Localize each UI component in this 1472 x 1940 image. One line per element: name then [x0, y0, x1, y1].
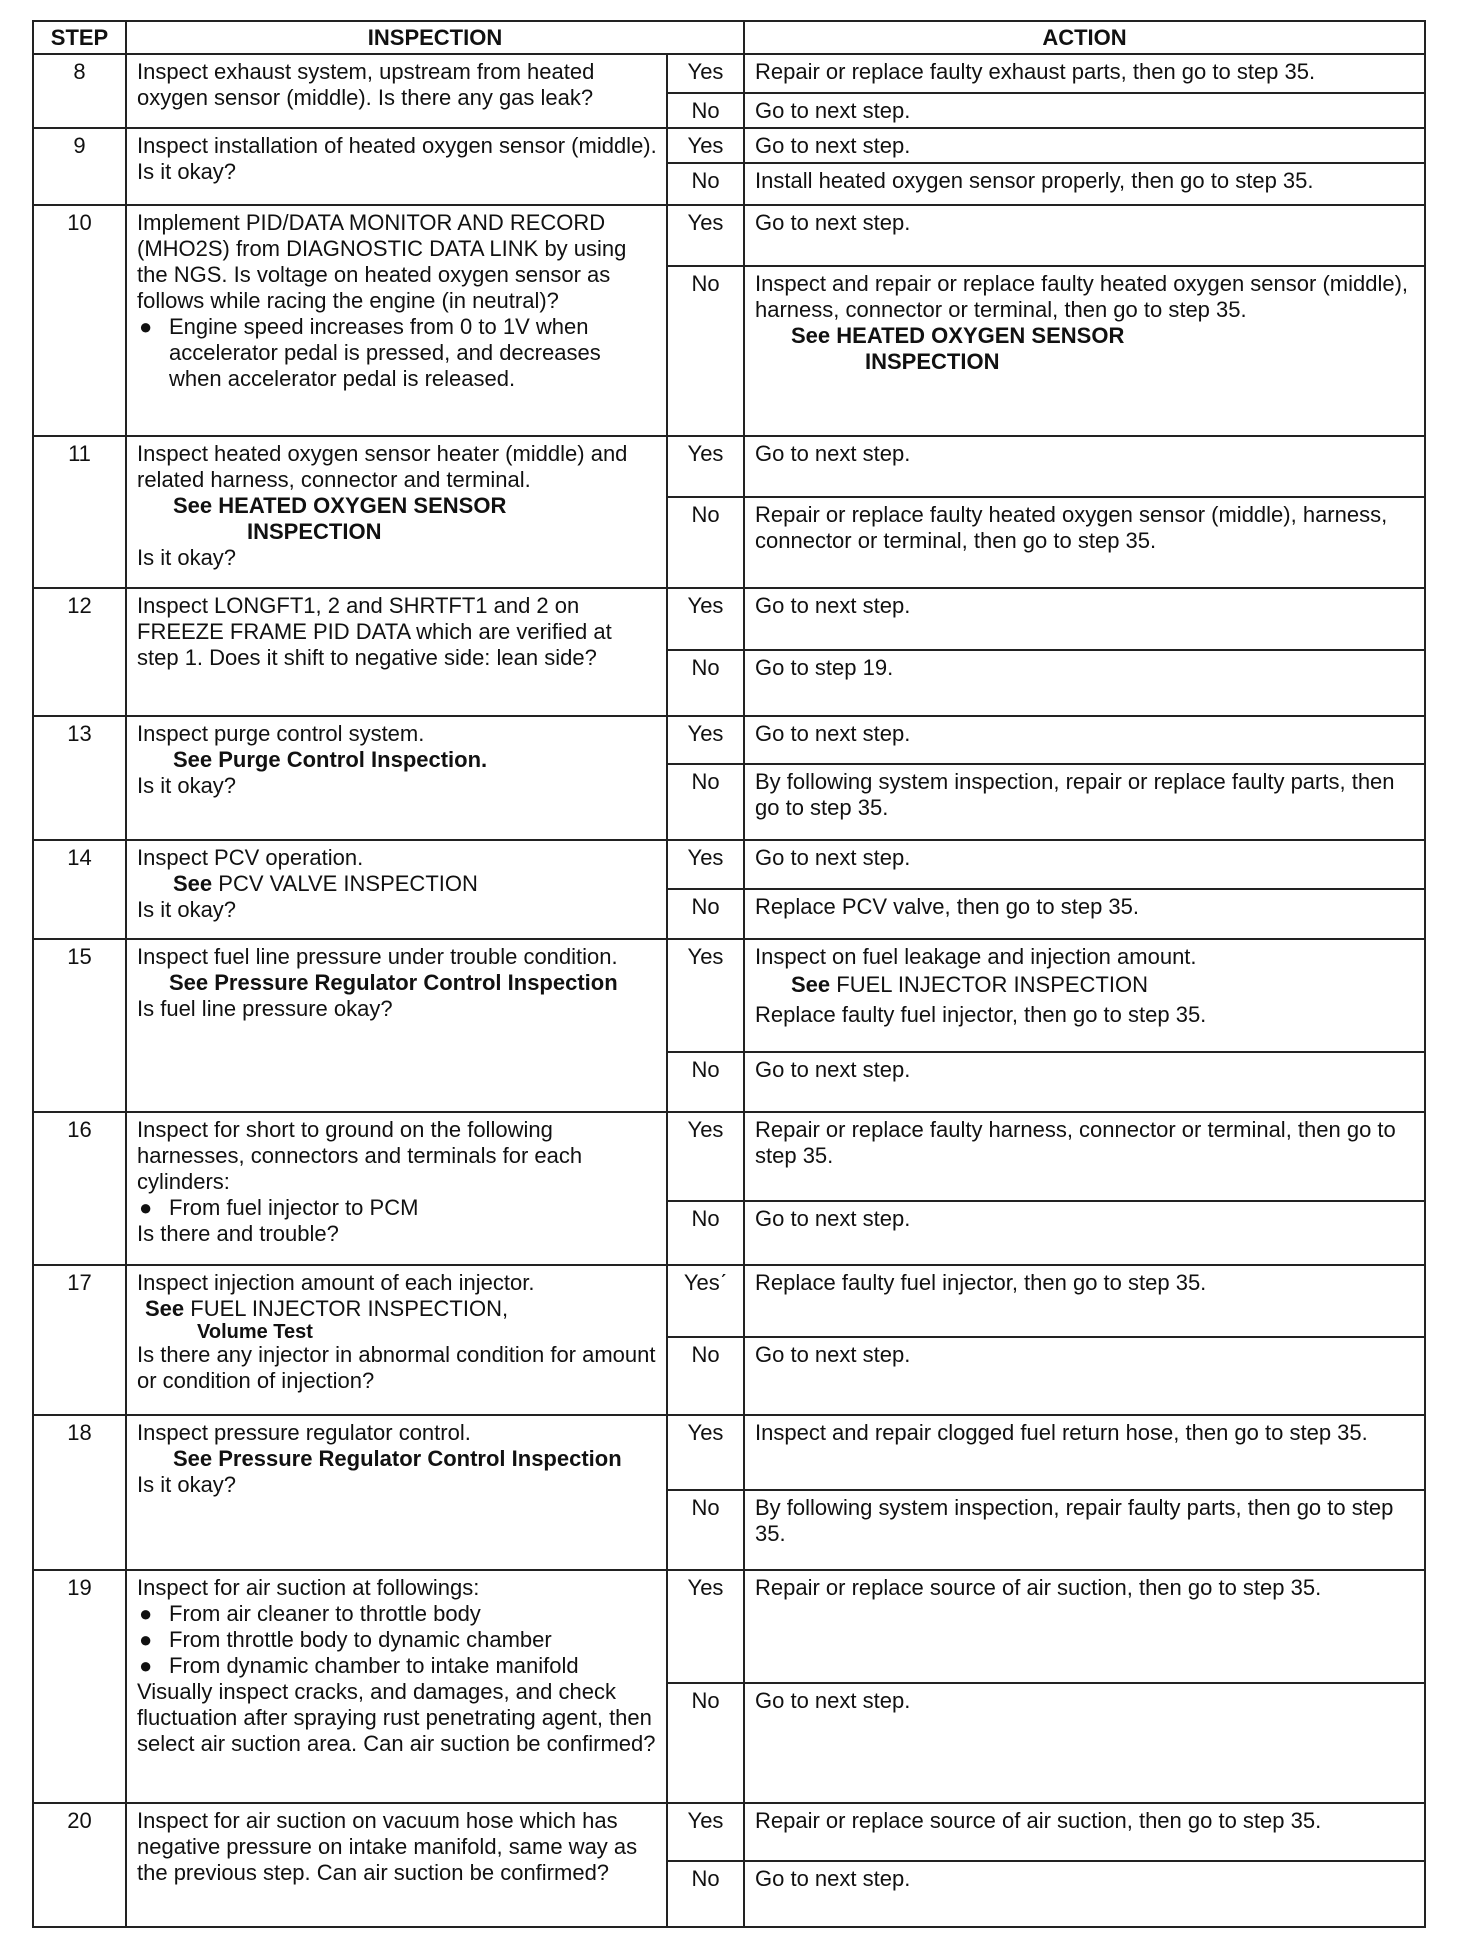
- no-action: By following system inspection, repair faulty parts, then go to step 35.: [744, 1490, 1425, 1570]
- table-row: [33, 840, 1425, 890]
- reference-link: See PCV VALVE INSPECTION: [173, 870, 478, 896]
- no-action: Inspect and repair or replace faulty heated oxygen sensor (middle), harness, connector or terminal, then go to step 35.: [755, 271, 1409, 323]
- reference-link: See Pressure Regulator Control Inspection: [169, 969, 618, 995]
- inspection-question: Is it okay?: [137, 1472, 237, 1498]
- inspection-text: Inspect pressure regulator control.: [137, 1420, 471, 1446]
- diagnostic-table: [32, 20, 1426, 1928]
- inspection-text: Inspect PCV operation.: [137, 844, 364, 870]
- no-label: No: [667, 93, 744, 128]
- no-label: No: [667, 650, 744, 716]
- yes-action-followup: Replace faulty fuel injector, then go to step 35.: [755, 1001, 1207, 1027]
- table-row: [33, 1415, 1425, 1489]
- no-label: No: [667, 764, 744, 840]
- inspection-cell: [126, 1803, 667, 1927]
- no-label: No: [667, 266, 744, 435]
- inspection-text: Inspect LONGFT1, 2 and SHRTFT1 and 2 on FREEZE FRAME PID DATA which are verified at step 1. Does it shift to negative side: lean side?: [137, 593, 612, 671]
- yes-label: Yes: [667, 205, 744, 267]
- reference-link-cont: INSPECTION: [865, 349, 1000, 375]
- step-number: 19: [33, 1570, 126, 1803]
- inspection-cell: [126, 128, 667, 204]
- no-label: No: [667, 1052, 744, 1112]
- inspection-text: Inspect for air suction at followings:: [137, 1574, 480, 1600]
- inspection-text: Inspect for short to ground on the following harnesses, connectors and terminals for each cylinders:: [137, 1117, 583, 1195]
- inspection-cell: [126, 588, 667, 716]
- header-inspection: INSPECTION: [126, 21, 744, 54]
- table-row: [33, 436, 1425, 498]
- yes-label: Yes: [667, 840, 744, 890]
- step-number: 18: [33, 1415, 126, 1570]
- inspection-question: Is there any injector in abnormal condition for amount or condition of injection?: [137, 1341, 656, 1393]
- no-action-cell: [744, 266, 1425, 435]
- no-action: By following system inspection, repair or replace faulty parts, then go to step 35.: [744, 764, 1425, 840]
- inspection-cell: [126, 716, 667, 840]
- yes-label: Yes: [667, 716, 744, 763]
- inspection-cell: [126, 840, 667, 939]
- inspection-text: Inspect for air suction on vacuum hose which has negative pressure on intake manifold, same way as the previous step. Can air suction be confirmed?: [137, 1808, 638, 1886]
- yes-label: Yes: [667, 54, 744, 93]
- step-number: 14: [33, 840, 126, 939]
- yes-label: Yes: [667, 1570, 744, 1683]
- bullet-icon: ●: [139, 1195, 153, 1221]
- yes-action: Go to next step.: [744, 588, 1425, 650]
- header-row: [33, 21, 1425, 54]
- yes-action: Go to next step.: [744, 205, 1425, 267]
- inspection-text: Inspect fuel line pressure under trouble condition.: [137, 943, 618, 969]
- inspection-text: Inspect installation of heated oxygen sensor (middle). Is it okay?: [137, 133, 657, 185]
- reference-link: See Purge Control Inspection.: [173, 747, 488, 773]
- reference-link: See HEATED OXYGEN SENSOR: [173, 492, 507, 518]
- step-number: 13: [33, 716, 126, 840]
- reference-link-cont: Volume Test: [197, 1320, 313, 1343]
- bullet-item: ● From throttle body to dynamic chamber: [139, 1626, 552, 1652]
- inspection-question: Is it okay?: [137, 544, 237, 570]
- bullet-item: ● From air cleaner to throttle body: [139, 1600, 481, 1626]
- reference-link-cont: INSPECTION: [247, 518, 382, 544]
- inspection-cell: [126, 939, 667, 1112]
- header-step: STEP: [33, 21, 126, 54]
- yes-label: Yes: [667, 128, 744, 163]
- no-label: No: [667, 1490, 744, 1570]
- bullet-icon: ●: [139, 1652, 153, 1678]
- no-action: Go to step 19.: [744, 650, 1425, 716]
- no-action: Repair or replace faulty heated oxygen sensor (middle), harness, connector or terminal, then go to step 35.: [744, 497, 1425, 588]
- step-number: 11: [33, 436, 126, 589]
- inspection-cell: [126, 436, 667, 589]
- yes-action: Replace faulty fuel injector, then go to step 35.: [744, 1265, 1425, 1337]
- no-action: Install heated oxygen sensor properly, then go to step 35.: [744, 163, 1425, 204]
- table-row: [33, 1803, 1425, 1861]
- yes-action: Repair or replace source of air suction, then go to step 35.: [744, 1803, 1425, 1861]
- no-label: No: [667, 497, 744, 588]
- bullet-item: ● From dynamic chamber to intake manifold: [139, 1652, 579, 1678]
- step-number: 12: [33, 588, 126, 716]
- table-row: [33, 1265, 1425, 1337]
- no-label: No: [667, 1201, 744, 1265]
- inspection-question: Is there and trouble?: [137, 1221, 339, 1247]
- inspection-text: Inspect exhaust system, upstream from heated oxygen sensor (middle). Is there any gas leak?: [137, 59, 595, 110]
- yes-label: Yes: [667, 436, 744, 498]
- table-row: [33, 1112, 1425, 1201]
- yes-action: Go to next step.: [744, 436, 1425, 498]
- inspection-question: Is fuel line pressure okay?: [137, 995, 393, 1021]
- no-action: Go to next step.: [744, 1052, 1425, 1112]
- inspection-question: Visually inspect cracks, and damages, and check fluctuation after spraying rust penetrating agent, then select air suction area. Can air suction be confirmed?: [137, 1678, 656, 1756]
- inspection-cell: [126, 1415, 667, 1570]
- yes-action: Inspect on fuel leakage and injection amount.: [755, 943, 1197, 969]
- step-number: 17: [33, 1265, 126, 1416]
- yes-action: Inspect and repair clogged fuel return hose, then go to step 35.: [744, 1415, 1425, 1489]
- yes-label: Yesˊ: [667, 1265, 744, 1337]
- table-row: [33, 54, 1425, 93]
- step-number: 20: [33, 1803, 126, 1927]
- table-row: [33, 939, 1425, 1052]
- inspection-text: Implement PID/DATA MONITOR AND RECORD (MHO2S) from DIAGNOSTIC DATA LINK by using the NGS. Is voltage on heated oxygen sensor as follows while racing the engine (in neutral)?: [137, 209, 627, 313]
- yes-action: Go to next step.: [744, 716, 1425, 763]
- no-action: Go to next step.: [744, 93, 1425, 128]
- table-row: [33, 1570, 1425, 1683]
- no-action: Go to next step.: [744, 1683, 1425, 1803]
- no-action: Go to next step.: [744, 1201, 1425, 1265]
- bullet-item: ● Engine speed increases from 0 to 1V when accelerator pedal is pressed, and decreases when accelerator pedal is released.: [139, 313, 601, 391]
- no-label: No: [667, 163, 744, 204]
- inspection-cell: [126, 1570, 667, 1803]
- yes-action-cell: [744, 939, 1425, 1052]
- reference-link: See FUEL INJECTOR INSPECTION: [791, 971, 1148, 997]
- no-action: Replace PCV valve, then go to step 35.: [744, 889, 1425, 939]
- no-label: No: [667, 1861, 744, 1927]
- inspection-cell: [126, 54, 667, 128]
- step-number: 10: [33, 205, 126, 436]
- yes-label: Yes: [667, 1415, 744, 1489]
- table-row: [33, 128, 1425, 163]
- inspection-question: Is it okay?: [137, 773, 237, 799]
- yes-label: Yes: [667, 588, 744, 650]
- inspection-text: Inspect heated oxygen sensor heater (middle) and related harness, connector and terminal.: [137, 440, 628, 492]
- bullet-icon: ●: [139, 1626, 153, 1652]
- bullet-icon: ●: [139, 313, 153, 339]
- yes-action: Repair or replace source of air suction, then go to step 35.: [744, 1570, 1425, 1683]
- yes-label: Yes: [667, 1112, 744, 1201]
- no-action: Go to next step.: [744, 1861, 1425, 1927]
- inspection-question: Is it okay?: [137, 896, 237, 922]
- inspection-text: Inspect injection amount of each injector.: [137, 1269, 535, 1295]
- inspection-text: Inspect purge control system.: [137, 721, 425, 747]
- table-row: [33, 205, 1425, 267]
- header-action: ACTION: [744, 21, 1425, 54]
- yes-action: Repair or replace faulty harness, connector or terminal, then go to step 35.: [744, 1112, 1425, 1201]
- reference-link: See HEATED OXYGEN SENSOR: [791, 323, 1125, 349]
- step-number: 16: [33, 1112, 126, 1265]
- yes-action: Repair or replace faulty exhaust parts, then go to step 35.: [744, 54, 1425, 93]
- table-row: [33, 588, 1425, 650]
- yes-label: Yes: [667, 939, 744, 1052]
- inspection-cell: [126, 1265, 667, 1416]
- step-number: 15: [33, 939, 126, 1112]
- step-number: 8: [33, 54, 126, 128]
- no-action: Go to next step.: [744, 1337, 1425, 1415]
- yes-action: Go to next step.: [744, 840, 1425, 890]
- yes-action: Go to next step.: [744, 128, 1425, 163]
- reference-link: See FUEL INJECTOR INSPECTION,: [145, 1295, 509, 1321]
- no-label: No: [667, 1337, 744, 1415]
- inspection-cell: [126, 1112, 667, 1265]
- table-row: [33, 716, 1425, 763]
- bullet-icon: ●: [139, 1600, 153, 1626]
- inspection-cell: [126, 205, 667, 436]
- step-number: 9: [33, 128, 126, 204]
- bullet-item: ● From fuel injector to PCM: [139, 1195, 419, 1221]
- reference-link: See Pressure Regulator Control Inspection: [173, 1446, 622, 1472]
- no-label: No: [667, 889, 744, 939]
- yes-label: Yes: [667, 1803, 744, 1861]
- no-label: No: [667, 1683, 744, 1803]
